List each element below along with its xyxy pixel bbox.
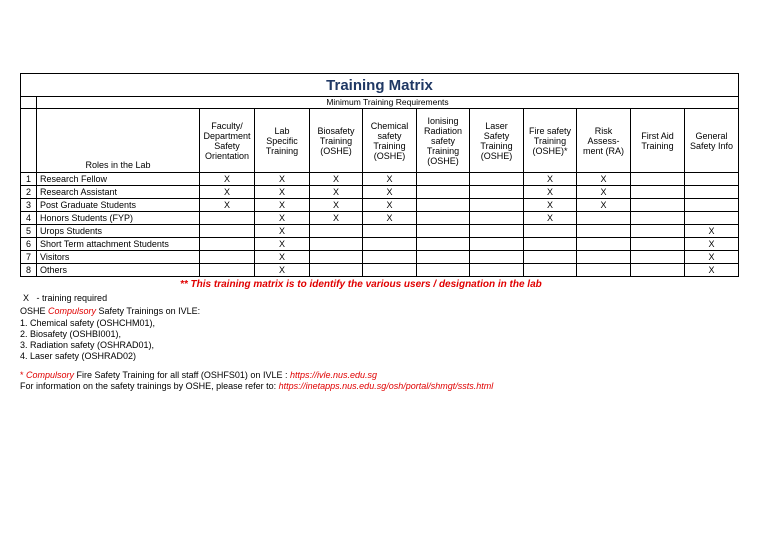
requirement-cell (631, 225, 685, 238)
role-name: Research Fellow (37, 173, 200, 186)
requirement-cell (631, 199, 685, 212)
requirement-cell (200, 212, 255, 225)
table-row (21, 186, 739, 199)
blank-cell (21, 109, 37, 173)
requirement-cell (524, 225, 577, 238)
requirement-cell: X (255, 225, 310, 238)
requirement-cell: X (363, 199, 417, 212)
requirement-cell (363, 264, 417, 277)
requirement-cell: X (685, 238, 739, 251)
requirement-cell: X (255, 264, 310, 277)
requirement-cell: X (524, 212, 577, 225)
column-header-label: Lab Specific Training (265, 125, 299, 156)
requirement-cell (470, 212, 524, 225)
table-row (21, 251, 739, 264)
requirement-cell: X (255, 238, 310, 251)
requirement-cell: X (685, 251, 739, 264)
column-header-label: First Aid Training (641, 130, 674, 151)
row-number: 4 (21, 212, 37, 225)
column-header (470, 109, 524, 173)
row-number: 7 (21, 251, 37, 264)
requirement-cell: X (685, 264, 739, 277)
ssts-link[interactable]: https://inetapps.nus.edu.sg/osh/portal/shmgt/ssts.html (278, 381, 494, 391)
info-text: For information on the safety trainings by OSHE, please refer to: (20, 381, 279, 391)
column-header (363, 109, 417, 173)
requirement-cell: X (524, 173, 577, 186)
table-row (21, 212, 739, 225)
header-row (21, 109, 739, 173)
column-header-label: Fire safety Training (OSHE)* (528, 125, 571, 156)
requirement-cell (577, 251, 631, 264)
role-name: Visitors (37, 251, 200, 264)
requirement-cell (200, 251, 255, 264)
column-header-label: Biosafety Training (OSHE) (317, 125, 355, 156)
requirement-cell (685, 199, 739, 212)
requirement-cell (417, 264, 470, 277)
info-note (20, 380, 493, 392)
requirement-cell (631, 238, 685, 251)
role-name: Urops Students (37, 225, 200, 238)
requirement-cell (417, 212, 470, 225)
column-header (631, 109, 685, 173)
requirement-cell: X (363, 186, 417, 199)
role-name: Honors Students (FYP) (37, 212, 200, 225)
requirement-cell: X (200, 186, 255, 199)
requirement-cell (417, 251, 470, 264)
requirement-cell (685, 173, 739, 186)
table-row (21, 173, 739, 186)
requirement-cell (577, 264, 631, 277)
table-row (21, 225, 739, 238)
requirement-cell: X (685, 225, 739, 238)
requirement-cell (310, 225, 363, 238)
requirement-cell (577, 225, 631, 238)
requirement-cell: X (310, 173, 363, 186)
row-number: 1 (21, 173, 37, 186)
compulsory-prefix: OSHE (20, 306, 49, 316)
requirement-cell (310, 238, 363, 251)
role-name: Research Assistant (37, 186, 200, 199)
requirement-cell (310, 251, 363, 264)
legend-mark: X (23, 293, 30, 303)
ivle-link[interactable]: https://ivle.nus.edu.sg (289, 370, 378, 380)
requirement-cell (310, 264, 363, 277)
column-header-label: Chemical safety Training (OSHE) (370, 120, 409, 161)
requirement-cell (524, 264, 577, 277)
requirement-cell (417, 186, 470, 199)
requirement-cell (200, 225, 255, 238)
requirement-cell: X (577, 186, 631, 199)
legend-text: - training required (36, 293, 108, 303)
requirement-cell: X (524, 186, 577, 199)
table-row (21, 199, 739, 212)
requirement-cell: X (577, 199, 631, 212)
requirement-cell (470, 225, 524, 238)
training-list-item: 2. Biosafety (OSHBI001), (20, 329, 122, 339)
legend (23, 292, 107, 304)
requirement-cell: X (310, 186, 363, 199)
requirement-cell (631, 251, 685, 264)
requirement-cell: X (310, 212, 363, 225)
row-number: 5 (21, 225, 37, 238)
fire-safety-text: Fire Safety Training for all staff (OSHFS01) on IVLE : (74, 370, 290, 380)
roles-header: Roles in the Lab (37, 109, 200, 173)
requirement-cell (631, 173, 685, 186)
row-number: 3 (21, 199, 37, 212)
table-subtitle: Minimum Training Requirements (37, 97, 739, 109)
requirement-cell (685, 186, 739, 199)
column-header-label: Risk Assess- ment (RA) (582, 125, 624, 156)
requirement-cell: X (200, 199, 255, 212)
column-header (417, 109, 470, 173)
blank-cell (21, 97, 37, 109)
row-number: 6 (21, 238, 37, 251)
row-number: 2 (21, 186, 37, 199)
requirement-cell: X (200, 173, 255, 186)
compulsory-word: Compulsory (48, 306, 97, 316)
requirement-cell: X (255, 212, 310, 225)
requirement-cell: X (577, 173, 631, 186)
compulsory-heading (20, 305, 200, 317)
training-list-item: 4. Laser safety (OSHRAD02) (20, 351, 137, 361)
requirement-cell: X (255, 186, 310, 199)
requirement-cell (200, 264, 255, 277)
requirement-cell: X (255, 199, 310, 212)
training-list-item: 1. Chemical safety (OSHCHM01), (20, 318, 156, 328)
fire-compulsory-word: Compulsory (26, 370, 75, 380)
table-row (21, 238, 739, 251)
role-name: Short Term attachment Students (37, 238, 200, 251)
requirement-cell (200, 238, 255, 251)
requirement-cell (524, 238, 577, 251)
column-header-label: Laser Safety Training (OSHE) (480, 120, 513, 161)
requirement-cell (470, 186, 524, 199)
requirement-cell (417, 173, 470, 186)
training-matrix-table (20, 73, 739, 277)
column-header-label: General Safety Info (689, 130, 734, 151)
requirement-cell (470, 264, 524, 277)
requirement-cell: X (363, 212, 417, 225)
column-header (577, 109, 631, 173)
requirement-cell (417, 225, 470, 238)
requirement-cell (417, 238, 470, 251)
matrix-purpose-note: ** This training matrix is to identify the various users / designation in the lab (180, 279, 542, 290)
requirement-cell (631, 186, 685, 199)
requirement-cell: X (255, 173, 310, 186)
requirement-cell (685, 212, 739, 225)
requirement-cell (577, 212, 631, 225)
column-header-label: Ionising Radiation safety Training (OSHE) (423, 115, 463, 166)
requirement-cell: X (310, 199, 363, 212)
requirement-cell (363, 238, 417, 251)
role-name: Post Graduate Students (37, 199, 200, 212)
requirement-cell (417, 199, 470, 212)
column-header-label: Faculty/ Department Safety Orientation (203, 120, 251, 161)
requirement-cell (363, 225, 417, 238)
requirement-cell: X (524, 199, 577, 212)
column-header (255, 109, 310, 173)
requirement-cell (470, 238, 524, 251)
row-number: 8 (21, 264, 37, 277)
column-header (310, 109, 363, 173)
requirement-cell (524, 251, 577, 264)
requirement-cell (631, 264, 685, 277)
requirement-cell (577, 238, 631, 251)
column-header (685, 109, 739, 173)
column-header (200, 109, 255, 173)
role-name: Others (37, 264, 200, 277)
requirement-cell (631, 212, 685, 225)
compulsory-suffix: Safety Trainings on IVLE: (96, 306, 201, 316)
page-title: Training Matrix (326, 76, 433, 94)
requirement-cell (470, 173, 524, 186)
requirement-cell (470, 199, 524, 212)
requirement-cell (470, 251, 524, 264)
requirement-cell: X (363, 173, 417, 186)
title-cell (21, 74, 739, 97)
column-header (524, 109, 577, 173)
requirement-cell: X (255, 251, 310, 264)
training-list-item: 3. Radiation safety (OSHRAD01), (20, 340, 155, 350)
footnote-star: * (20, 370, 27, 380)
requirement-cell (363, 251, 417, 264)
table-row (21, 264, 739, 277)
